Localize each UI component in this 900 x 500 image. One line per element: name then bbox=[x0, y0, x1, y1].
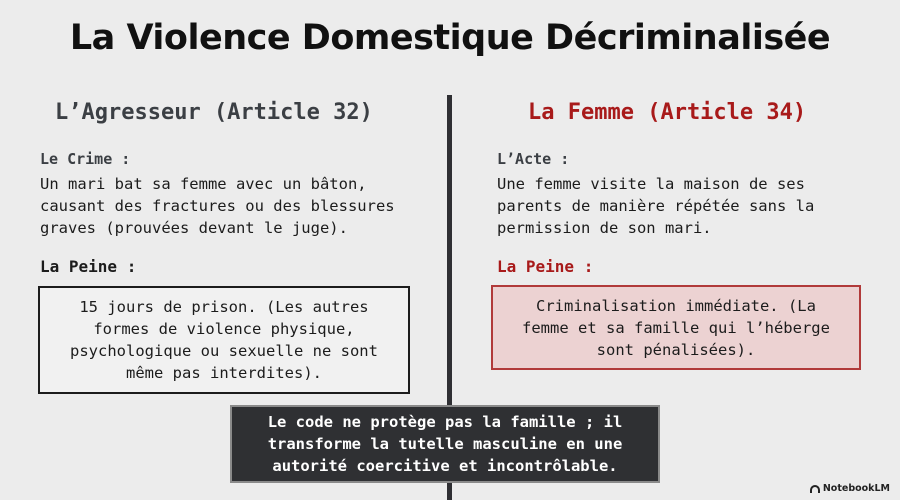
brand-label: NotebookLM bbox=[822, 483, 890, 494]
crime-text: Un mari bat sa femme avec un bâton, causant des fractures ou des blessures graves (prouvées devant le juge). bbox=[40, 175, 395, 237]
woman-penalty-label: La Peine : bbox=[497, 257, 594, 276]
act-text: Une femme visite la maison de ses parents de manière répétée sans la permission de son mari. bbox=[497, 175, 815, 237]
aggressor-penalty-text: 15 jours de prison. (Les autres formes de violence physique, psychologique ou sexuelle ne sont même pas interdites). bbox=[70, 298, 378, 382]
act-label: L’Acte : bbox=[497, 150, 570, 168]
brand-watermark bbox=[810, 483, 890, 494]
aggressor-penalty-box bbox=[38, 286, 410, 394]
woman-penalty-box bbox=[491, 285, 861, 370]
conclusion-text: Le code ne protège pas la famille ; il transforme la tutelle masculine en une autorité coercitive et incontrôlable. bbox=[267, 413, 623, 475]
aggressor-heading: L’Agresseur (Article 32) bbox=[55, 100, 373, 125]
crime-label: Le Crime : bbox=[40, 150, 131, 168]
notebooklm-icon bbox=[810, 485, 820, 493]
conclusion-callout bbox=[230, 405, 660, 483]
page-title: La Violence Domestique Décriminalisée bbox=[69, 18, 831, 58]
woman-penalty-text: Criminalisation immédiate. (La femme et sa famille qui l’héberge sont pénalisées). bbox=[522, 296, 830, 359]
woman-heading: La Femme (Article 34) bbox=[528, 100, 807, 125]
aggressor-penalty-label: La Peine : bbox=[40, 257, 137, 276]
